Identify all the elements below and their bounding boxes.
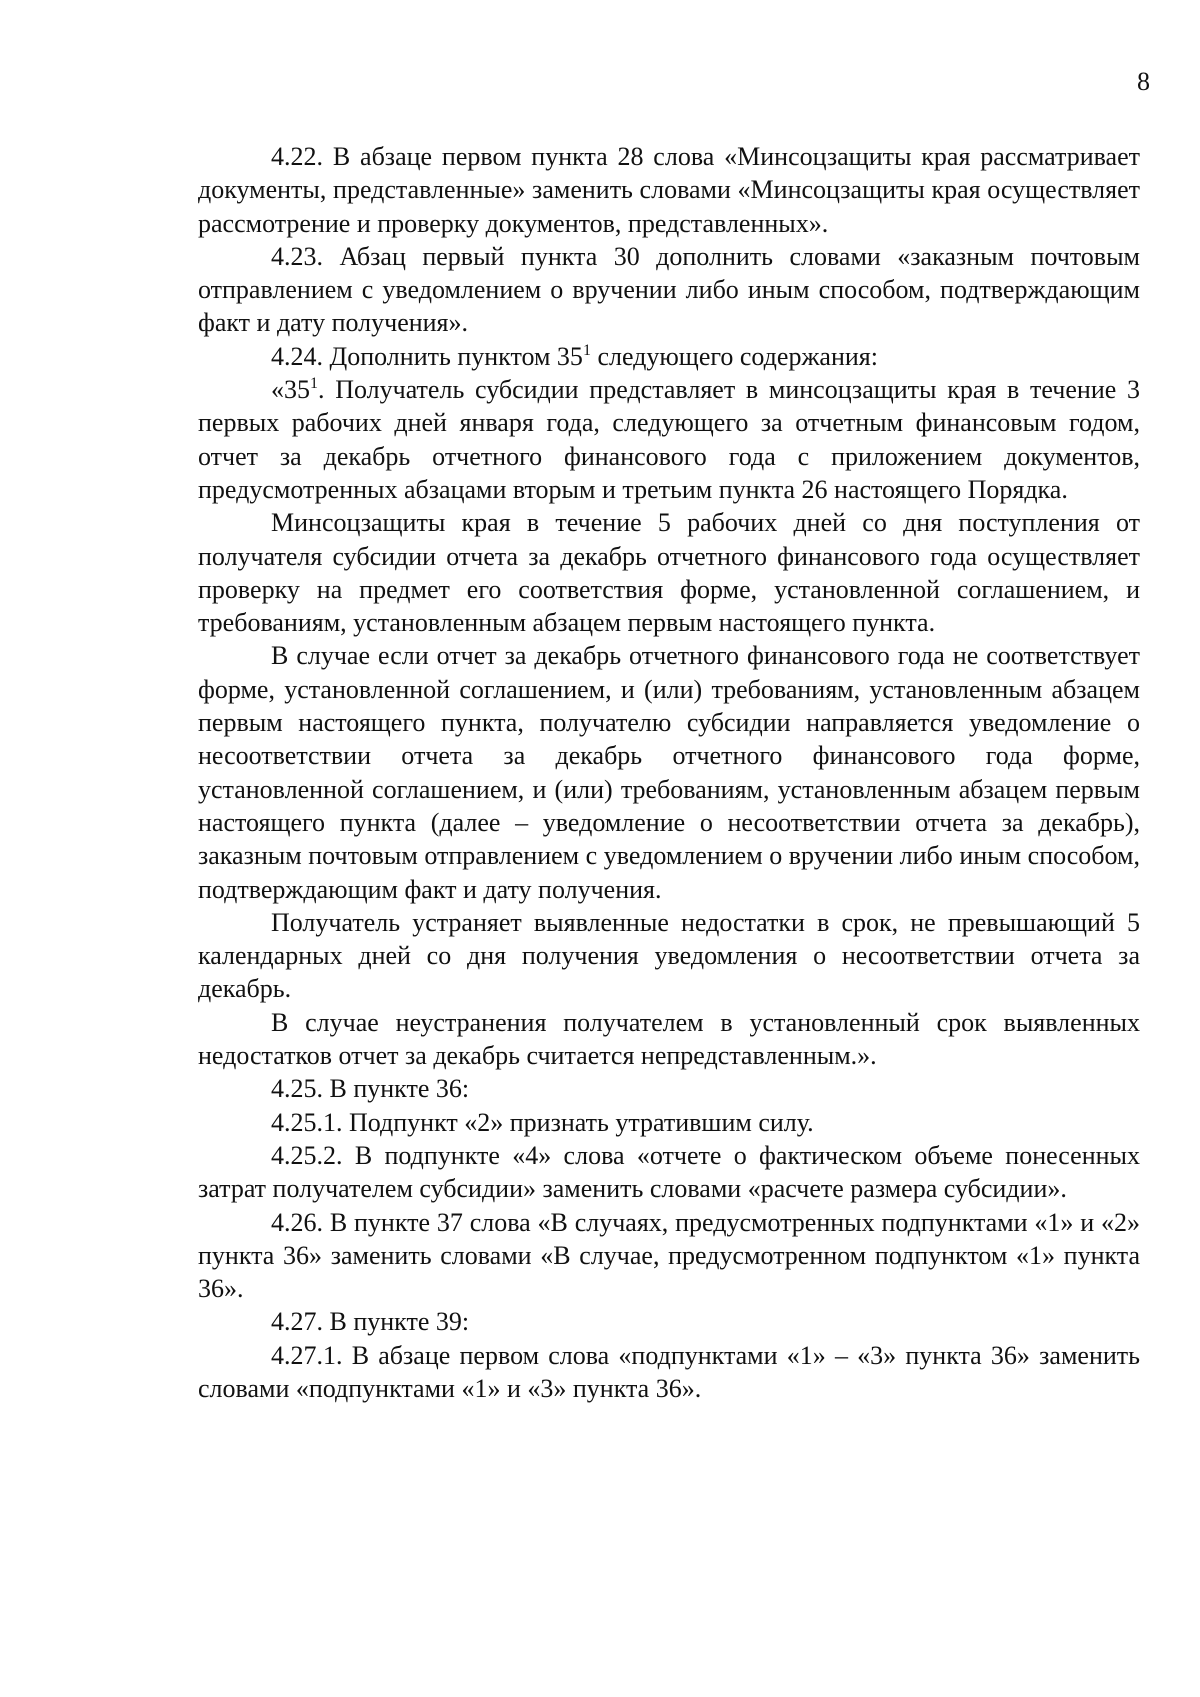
paragraph-not-submitted: В случае неустранения получателем в установленный срок выявленных недостатков отчет за декабрь считается непредставленным.». — [198, 1007, 1140, 1071]
document-body — [198, 140, 1140, 1405]
paragraph-4-25: 4.25. В пункте 36: — [271, 1074, 470, 1104]
paragraph-verification: Минсоцзащиты края в течение 5 рабочих дней со дня поступления от получателя субсидии отчета за декабрь отчетного финансового года осуществляет проверку на предмет его соответствия форме, установленной соглашением, и требованиям, установленным абзацем первым настоящего пункта. — [198, 508, 1140, 638]
superscript: 1 — [310, 375, 318, 393]
paragraph-35-1-text-after: . Получатель субсидии представляет в минсоцзащиты края в течение 3 первых рабочих дней января года, следующего за отчетным финансовым годом, отчет за декабрь отчетного финансового года с приложением документов, предусмотренных абзацами вторым и третьим пункта 26 настоящего Порядка. — [198, 375, 1140, 504]
paragraph-4-24-text-after: следующего содержания: — [590, 341, 878, 371]
paragraph-4-26: 4.26. В пункте 37 слова «В случаях, предусмотренных подпунктами «1» и «2» пункта 36» заменить словами «В случае, предусмотренном подпунктом «1» пункта 36». — [198, 1207, 1140, 1304]
paragraph-correction-deadline: Получатель устраняет выявленные недостатки в срок, не превышающий 5 календарных дней со дня получения уведомления о несоответствии отчета за декабрь. — [198, 907, 1140, 1004]
paragraph-4-24-text-before: 4.24. Дополнить пунктом 35 — [271, 341, 583, 371]
paragraph-4-27-1: 4.27.1. В абзаце первом слова «подпунктами «1» – «3» пункта 36» заменить словами «подпунктами «1» и «3» пункта 36». — [198, 1340, 1140, 1403]
paragraph-4-24 — [198, 340, 1140, 373]
paragraph-35-1 — [198, 373, 1140, 506]
paragraph-4-27: 4.27. В пункте 39: — [271, 1307, 470, 1337]
paragraph-4-22: 4.22. В абзаце первом пункта 28 слова «Минсоцзащиты края рассматривает документы, представленные» заменить словами «Минсоцзащиты края осуществляет рассмотрение и проверку документов, представленных». — [198, 142, 1140, 238]
superscript: 1 — [582, 341, 591, 359]
paragraph-4-25-1: 4.25.1. Подпункт «2» признать утратившим силу. — [271, 1107, 814, 1137]
paragraph-noncompliance: В случае если отчет за декабрь отчетного финансового года не соответствует форме, установленной соглашением, и (или) требованиям, установленным абзацем первым настоящего пункта, получателю субсидии направляется уведомление о несоответствии отчета за декабрь отчетного финансового года форме, установленной соглашением, и (или) требованиям, установленным абзацем первым настоящего пункта (далее – уведомление о несоответствии отчета за декабрь), заказным почтовым отправлением с уведомлением о вручении либо иным способом, подтверждающим факт и дату получения. — [198, 641, 1140, 904]
paragraph-4-25-2: 4.25.2. В подпункте «4» слова «отчете о фактическом объеме понесенных затрат получателем субсидии» заменить словами «расчете размера субсидии». — [198, 1140, 1140, 1204]
paragraph-35-1-text-before: «35 — [271, 375, 310, 405]
paragraph-4-23: 4.23. Абзац первый пункта 30 дополнить словами «заказным почтовым отправлением с уведомлением о вручении либо иным способом, подтверждающим факт и дату получения». — [198, 241, 1140, 338]
page-number: 8 — [1137, 67, 1150, 96]
